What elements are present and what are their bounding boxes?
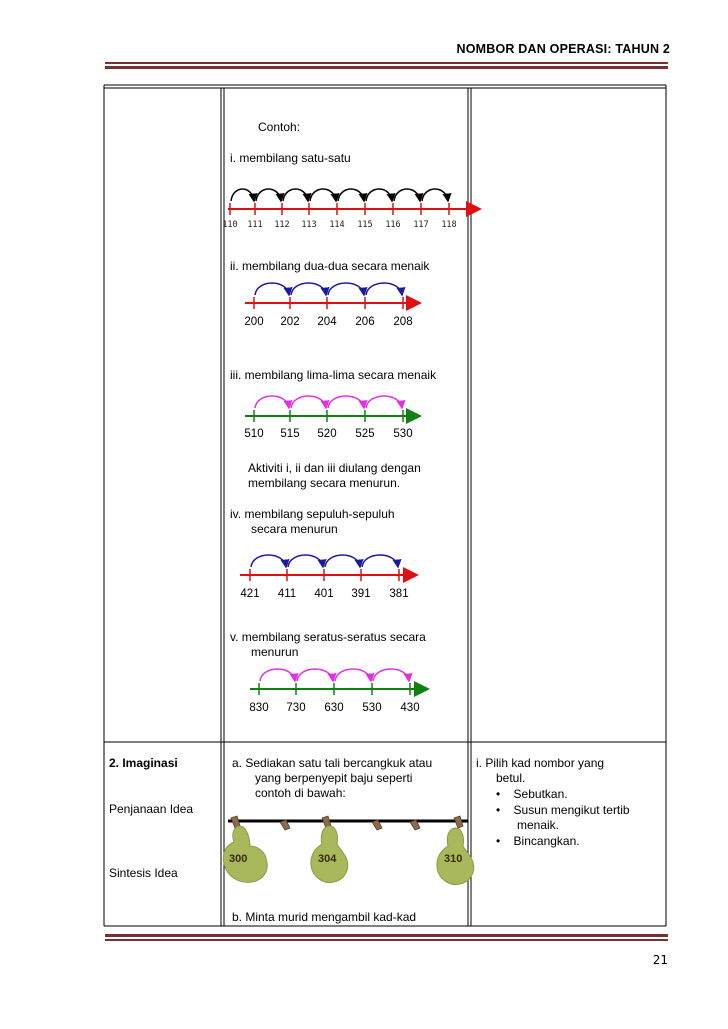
example-item-ii: ii. membilang dua-dua secara menaik [230,259,430,273]
tick-label: 117 [413,220,429,230]
bullet-susun-cont: menaik. [517,818,560,832]
row2-col3-line2: betul. [496,771,526,785]
jump-arc [338,189,364,201]
jump-arc [256,189,281,201]
clothesline-figure [223,816,473,885]
tick-label: 411 [277,588,297,600]
tick-label: 115 [357,220,373,230]
jump-arc [291,396,326,408]
jump-arc [297,669,333,681]
row2-sub-penjanaan: Penjanaan Idea [109,802,194,816]
jump-arc [373,669,409,681]
tick-label: 525 [355,428,375,440]
tick-label: 112 [274,220,290,230]
tick-label: 208 [393,316,413,328]
example-item-iii: iii. membilang lima-lima secara menaik [230,368,437,382]
jump-arc [366,283,402,295]
example-item-v-line2: menurun [251,645,299,659]
tick-label: 114 [329,220,345,230]
row2-a-line3: contoh di bawah: [255,786,346,800]
bullet-susun: • Susun mengikut tertib [496,803,630,817]
tick-label: 830 [249,702,269,714]
tick-label: 510 [244,428,264,440]
jump-arc [251,555,286,567]
jump-arc [328,283,364,295]
jump-arc [422,189,448,201]
number-line-iii [245,396,418,422]
jump-arc [283,189,308,201]
jump-arc [394,189,420,201]
number-line-iv [240,555,415,581]
jump-arc [366,396,402,408]
tick-label: 520 [317,428,337,440]
tick-label: 515 [280,428,300,440]
example-item-i: i. membilang satu-satu [230,151,351,165]
card-300: 300 [229,853,248,865]
example-item-iv-line1: iv. membilang sepuluh-sepuluh [230,507,395,521]
jump-arc [255,396,289,408]
jump-arc [310,189,336,201]
header-title: NOMBOR DAN OPERASI: TAHUN 2 [456,42,670,56]
jump-arc [335,669,371,681]
tick-label: 730 [286,702,306,714]
note-line-2: membilang secara menurun. [248,476,401,490]
tick-label: 401 [314,588,334,600]
tick-label: 202 [280,316,300,328]
tick-label: 421 [240,588,260,600]
row2-sub-sintesis: Sintesis Idea [109,866,178,880]
tick-label: 206 [355,316,375,328]
tick-label: 116 [385,220,401,230]
clothes-pegs [231,816,463,830]
example-heading: Contoh: [258,120,301,134]
jump-arc [255,283,289,295]
number-line-ii [245,283,418,309]
table-grid [104,85,666,926]
tick-label: 113 [301,220,317,230]
row2-b: b. Minta murid mengambil kad-kad [232,910,417,924]
jump-arc [288,555,323,567]
row2-a-line1: a. Sediakan satu tali bercangkuk atau [232,756,433,770]
jump-arc [366,189,392,201]
jump-arc [328,396,364,408]
tick-label: 204 [317,316,337,328]
page-number: 21 [652,953,668,967]
example-item-v-line1: v. membilang seratus-seratus secara [230,630,426,644]
tick-label: 430 [400,702,420,714]
tick-label: 110 [222,220,238,230]
footer-rule-thick [105,934,668,937]
row2-col3-line1: i. Pilih kad nombor yang [476,756,605,770]
tick-label: 381 [389,588,409,600]
card-310: 310 [444,853,463,865]
tick-label: 530 [362,702,382,714]
jump-arc [362,555,398,567]
jump-arc [231,189,254,201]
tick-label: 391 [351,588,371,600]
jump-arc [291,283,326,295]
note-line-1: Aktiviti i, ii dan iii diulang dengan [248,461,421,475]
tick-label: 118 [441,220,457,230]
pear-cards [223,826,473,885]
tick-label: 111 [247,220,263,230]
bullet-bincangkan: • Bincangkan. [496,834,580,848]
bullet-sebutkan: • Sebutkan. [496,787,568,801]
tick-label: 530 [393,428,413,440]
footer-rule [105,939,668,941]
jump-arc [325,555,360,567]
number-line-v [250,669,426,695]
example-item-iv-line2: secara menurun [251,522,338,536]
tick-label: 630 [324,702,344,714]
card-304: 304 [318,853,337,865]
tick-label: 200 [244,316,264,328]
row2-a-line2: yang berpenyepit baju seperti [255,771,413,785]
row2-title: 2. Imaginasi [109,756,178,770]
jump-arc [260,669,295,681]
number-line-i [228,189,478,215]
